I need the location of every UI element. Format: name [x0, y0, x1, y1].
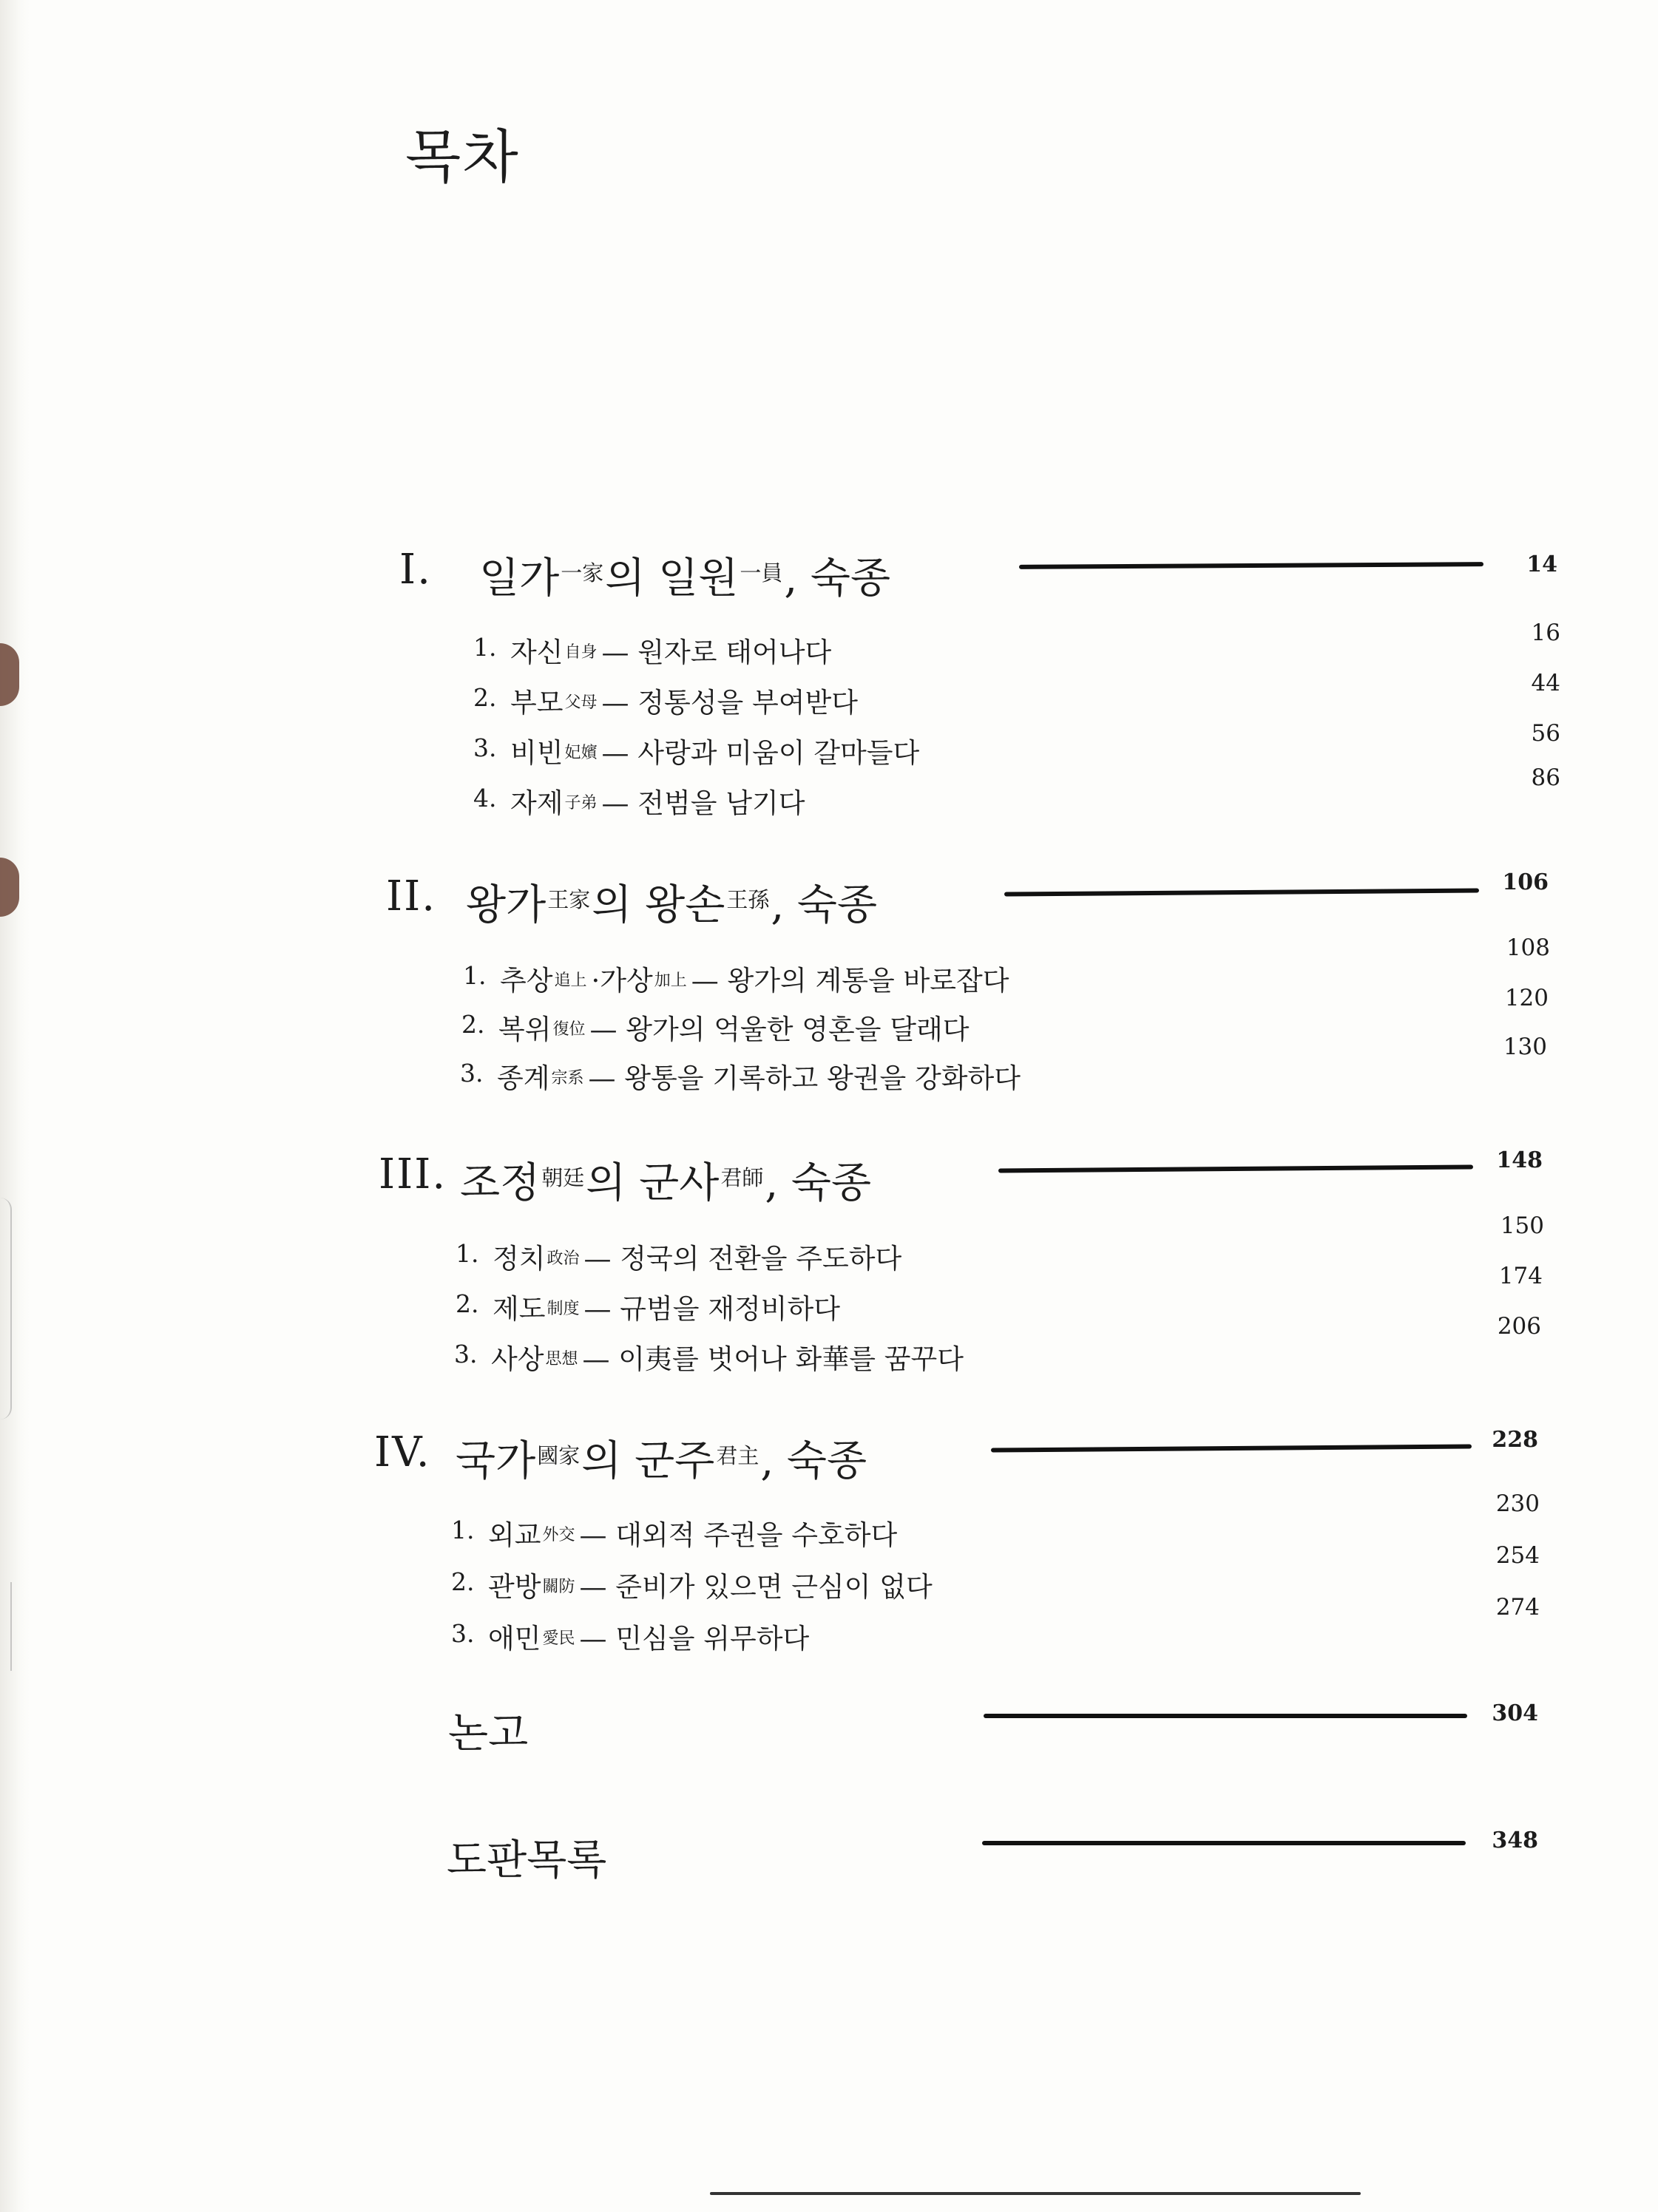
chapter-page-number: 106: [1502, 869, 1549, 895]
toc-section-item[interactable]: 1. 외교外交 — 대외적 주권을 수호하다 230: [451, 1490, 1540, 1551]
chapter-title: 국가$^{國家}$의 군주$^{君主}$, 숙종: [456, 1437, 867, 1485]
chapter-3[interactable]: [0, 1147, 1658, 1239]
toc-section-item[interactable]: 2. 부모父母 — 정통성을 부여받다 44: [473, 670, 1560, 719]
chapter-title: 왕가$^{王家}$의 왕손$^{王孫}$, 숙종: [466, 881, 878, 929]
section-page-number: 44: [1531, 670, 1560, 696]
section-page-number: 150: [1500, 1212, 1544, 1239]
section-page-number: 56: [1531, 720, 1560, 747]
leader-rule: [998, 1164, 1473, 1173]
chapter-1[interactable]: [0, 546, 1658, 634]
toc-section-item[interactable]: 4. 자제子弟 — 전범을 남기다 86: [473, 764, 1560, 819]
section-page-number: 230: [1495, 1490, 1540, 1517]
chapter-page-number: 14: [1526, 552, 1557, 577]
extra-page-number: 348: [1492, 1828, 1538, 1853]
toc-section-item[interactable]: 1. 자신自身 — 원자로 태어나다 16: [473, 620, 1560, 668]
leader-rule: [982, 1841, 1466, 1845]
extra-title: 논고: [448, 1709, 529, 1757]
toc-section-item[interactable]: 3. 비빈妃嬪 — 사랑과 미움이 갈마들다 56: [473, 720, 1560, 769]
chapter-number: I.: [399, 546, 432, 594]
extra-page-number: 304: [1492, 1700, 1538, 1726]
toc-section-item[interactable]: 3. 종계宗系 — 왕통을 기록하고 왕권을 강화하다 130: [460, 1034, 1547, 1094]
leader-rule: [1019, 562, 1483, 569]
page-title: 목차: [405, 124, 520, 191]
section-page-number: 174: [1498, 1263, 1543, 1289]
section-page-number: 130: [1503, 1034, 1547, 1060]
section-page-number: 120: [1504, 985, 1549, 1011]
toc-section-item[interactable]: 1. 정치政治 — 정국의 전환을 주도하다 150: [456, 1212, 1544, 1275]
chapter-page-number: 148: [1496, 1147, 1543, 1173]
toc-section-item[interactable]: 2. 복위復位 — 왕가의 억울한 영혼을 달래다 120: [461, 985, 1549, 1045]
chapter-title: 일가$^{一家}$의 일원$^{一員}$, 숙종: [479, 554, 891, 603]
toc-section-item[interactable]: 2. 제도制度 — 규범을 재정비하다 174: [456, 1263, 1543, 1325]
toc-section-item[interactable]: 3. 사상思想 — 이夷를 벗어나 화華를 꿈꾸다 206: [454, 1313, 1541, 1375]
chapter-number: II.: [386, 872, 437, 920]
toc-extra-item[interactable]: [0, 1828, 1658, 1916]
chapter-title: 조정$^{朝廷}$의 군사$^{君師}$, 숙종: [460, 1159, 872, 1207]
leader-rule: [984, 1714, 1467, 1718]
section-page-number: 206: [1497, 1313, 1541, 1340]
leader-rule: [1004, 888, 1479, 896]
section-page-number: 108: [1506, 934, 1550, 961]
section-page-number: 16: [1531, 620, 1560, 646]
chapter-number: III.: [379, 1150, 447, 1198]
chapter-2[interactable]: [0, 869, 1658, 961]
chapter-4[interactable]: [0, 1428, 1658, 1517]
page-bottom-edge: [710, 2192, 1361, 2195]
toc-section-item[interactable]: 2. 관방關防 — 준비가 있으면 근심이 없다 254: [451, 1542, 1540, 1603]
section-page-number: 86: [1531, 764, 1560, 791]
toc-section-item[interactable]: 3. 애민愛民 — 민심을 위무하다 274: [451, 1594, 1540, 1655]
toc-section-item[interactable]: 1. 추상追上 ·가상加上 — 왕가의 계통을 바로잡다 108: [463, 934, 1550, 997]
section-page-number: 254: [1495, 1542, 1540, 1569]
chapter-number: IV.: [374, 1428, 431, 1476]
chapter-page-number: 228: [1492, 1427, 1538, 1453]
section-page-number: 274: [1495, 1594, 1540, 1621]
leader-rule: [991, 1444, 1472, 1452]
toc-extra-item[interactable]: [0, 1700, 1658, 1789]
extra-title: 도판목록: [447, 1836, 607, 1884]
